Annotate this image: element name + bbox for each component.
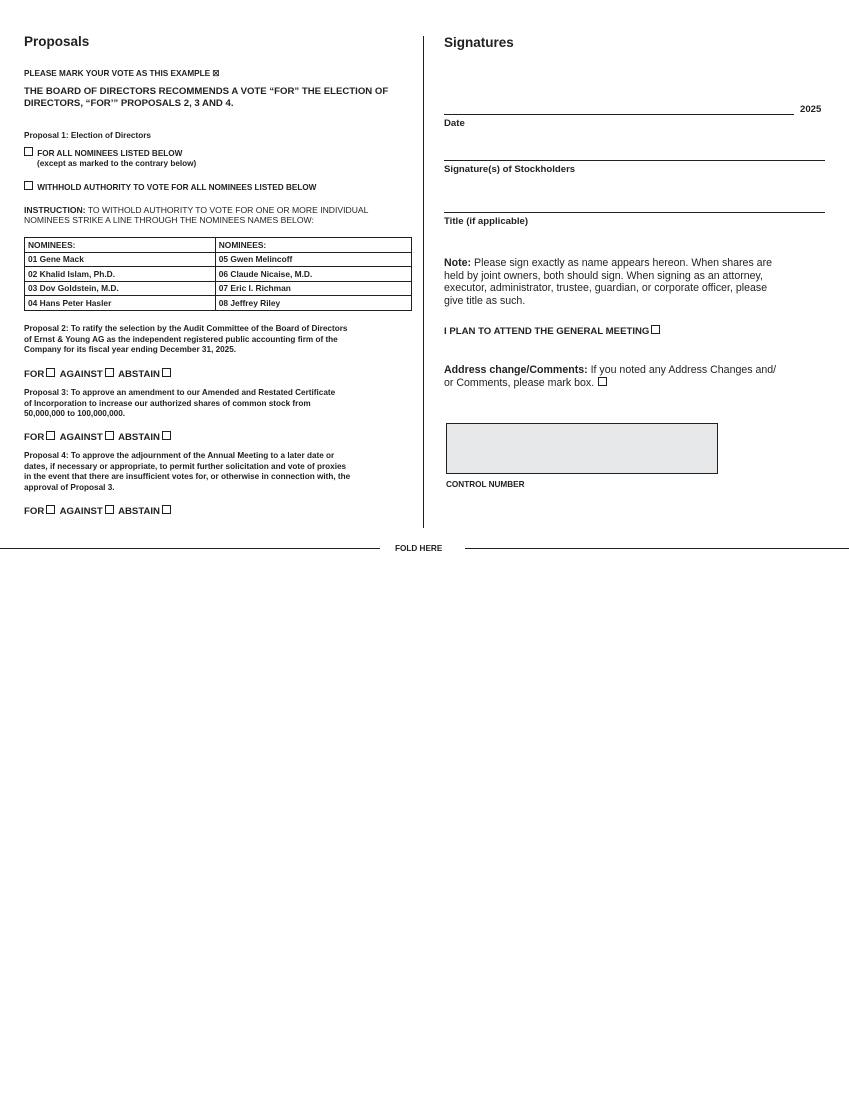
- board-line-2: DIRECTORS, “FOR’” PROPOSALS 2, 3 AND 4.: [24, 98, 234, 109]
- instruction-label: INSTRUCTION:: [24, 205, 86, 215]
- vote-for-checkbox[interactable]: [46, 368, 55, 377]
- proposal-4-line: approval of Proposal 3.: [24, 482, 115, 492]
- for-all-label: FOR ALL NOMINEES LISTED BELOW: [37, 149, 183, 158]
- mark-example: [24, 68, 220, 78]
- mark-example-text: PLEASE MARK YOUR VOTE AS THIS EXAMPLE: [24, 69, 211, 78]
- nominee-cell: 08 Jeffrey Riley: [215, 296, 411, 311]
- control-number-box: [446, 423, 718, 474]
- nominees-table: [24, 237, 412, 311]
- vote-against-label: AGAINST: [59, 506, 103, 517]
- address-label: Address change/Comments:: [444, 364, 588, 376]
- marked-box-icon: ☒: [212, 69, 220, 78]
- note-line: Please sign exactly as name appears hereon. When shares are: [471, 257, 772, 269]
- attend-meeting: [444, 325, 662, 338]
- instruction-text-2: NOMINEES STRIKE A LINE THROUGH THE NOMINEES NAMES BELOW:: [24, 215, 314, 225]
- for-all-checkbox[interactable]: [24, 147, 33, 156]
- proposal-3-vote: [24, 431, 173, 444]
- vote-abstain-checkbox[interactable]: [162, 431, 171, 440]
- nominee-cell: 03 Dov Goldstein, M.D.: [25, 281, 216, 296]
- vote-for-label: FOR: [24, 369, 45, 380]
- withhold-option[interactable]: [24, 181, 316, 192]
- date-label: Date: [444, 118, 465, 129]
- title-line[interactable]: [444, 212, 825, 213]
- signature-line[interactable]: [444, 160, 825, 161]
- for-all-sublabel: (except as marked to the contrary below): [37, 159, 197, 168]
- title-label: Title (if applicable): [444, 216, 529, 227]
- proposal-4: [24, 451, 350, 493]
- vote-abstain-checkbox[interactable]: [162, 368, 171, 377]
- table-row: [25, 267, 412, 282]
- proposal-2-line: Company for its fiscal year ending December 31, 2025.: [24, 345, 237, 354]
- vote-for-checkbox[interactable]: [46, 505, 55, 514]
- proposal-2-vote: [24, 368, 173, 381]
- fold-line-right: [465, 548, 849, 549]
- note-line: give title as such.: [444, 294, 526, 307]
- vote-abstain-label: ABSTAIN: [118, 432, 160, 443]
- board-recommendation: [24, 86, 388, 110]
- vote-against-checkbox[interactable]: [105, 505, 114, 514]
- address-text: If you noted any Address Changes and/: [587, 364, 777, 376]
- attend-label: I PLAN TO ATTEND THE GENERAL MEETING: [444, 326, 650, 337]
- note-line: executor, administrator, trustee, guardian, or corporate officer, please: [444, 282, 768, 294]
- proposal-4-vote: [24, 505, 173, 518]
- proposals-title: Proposals: [24, 34, 90, 49]
- signature-label: Signature(s) of Stockholders: [444, 164, 576, 175]
- proposal-3: [24, 388, 335, 420]
- address-change: [444, 364, 776, 389]
- table-row: [25, 296, 412, 311]
- fold-here-label: FOLD HERE: [395, 544, 443, 553]
- vote-against-checkbox[interactable]: [105, 431, 114, 440]
- vote-abstain-label: ABSTAIN: [118, 506, 160, 517]
- table-row: [25, 238, 412, 253]
- nominee-cell: 05 Gwen Melincoff: [215, 252, 411, 267]
- for-all-option[interactable]: [24, 147, 196, 169]
- year-label: 2025: [800, 104, 822, 115]
- table-row: [25, 252, 412, 267]
- column-divider: [423, 36, 424, 528]
- withhold-label: WITHHOLD AUTHORITY TO VOTE FOR ALL NOMINEES LISTED BELOW: [37, 183, 317, 192]
- nominees-header: NOMINEES:: [215, 238, 411, 253]
- attend-checkbox[interactable]: [651, 325, 660, 334]
- vote-abstain-checkbox[interactable]: [162, 505, 171, 514]
- instruction: [24, 205, 368, 225]
- nominee-cell: 04 Hans Peter Hasler: [25, 296, 216, 311]
- proposal-2: [24, 324, 347, 356]
- fold-line-left: [0, 548, 380, 549]
- proposal-3-line: Proposal 3: To approve an amendment to our Amended and Restated Certificate: [24, 388, 336, 397]
- nominee-cell: 01 Gene Mack: [25, 252, 216, 267]
- note-label: Note:: [444, 257, 472, 269]
- instruction-text-1: TO WITHOLD AUTHORITY TO VOTE FOR ONE OR MORE INDIVIDUAL: [85, 205, 369, 215]
- table-row: [25, 281, 412, 296]
- signatures-title: Signatures: [444, 35, 514, 50]
- nominees-header: NOMINEES:: [25, 238, 216, 253]
- address-change-checkbox[interactable]: [598, 377, 607, 386]
- proposal-2-line: of Ernst & Young AG as the independent registered public accounting firm of the: [24, 334, 338, 344]
- proposal-3-line: 50,000,000 to 100,000,000.: [24, 409, 126, 418]
- proposal-1-title: Proposal 1: Election of Directors: [24, 131, 151, 140]
- proposal-3-line: of Incorporation to increase our authorized shares of common stock from: [24, 398, 311, 408]
- withhold-checkbox[interactable]: [24, 181, 33, 190]
- address-text: or Comments, please mark box.: [444, 376, 595, 389]
- vote-for-checkbox[interactable]: [46, 431, 55, 440]
- nominee-cell: 07 Eric I. Richman: [215, 281, 411, 296]
- note-line: held by joint owners, both should sign. When signing as an attorney,: [444, 269, 763, 282]
- vote-for-label: FOR: [24, 506, 45, 517]
- board-line-1: THE BOARD OF DIRECTORS RECOMMENDS A VOTE “FOR” THE ELECTION OF: [24, 86, 389, 97]
- proposal-2-line: Proposal 2: To ratify the selection by the Audit Committee of the Board of Directors: [24, 324, 348, 333]
- signing-note: [444, 257, 772, 307]
- control-number-label: CONTROL NUMBER: [446, 480, 525, 489]
- vote-abstain-label: ABSTAIN: [118, 369, 160, 380]
- vote-for-label: FOR: [24, 432, 45, 443]
- nominee-cell: 06 Claude Nicaise, M.D.: [215, 267, 411, 282]
- proposal-4-line: in the event that there are insufficient votes for, or otherwise in connection with, the: [24, 472, 351, 481]
- vote-against-label: AGAINST: [59, 432, 103, 443]
- proposal-4-line: dates, if necessary or appropriate, to permit further solicitation and vote of proxies: [24, 461, 347, 471]
- proposal-4-line: Proposal 4: To approve the adjournment of the Annual Meeting to a later date or: [24, 451, 335, 460]
- nominee-cell: 02 Khalid Islam, Ph.D.: [25, 267, 216, 282]
- vote-against-label: AGAINST: [59, 369, 103, 380]
- vote-against-checkbox[interactable]: [105, 368, 114, 377]
- date-line[interactable]: [444, 114, 794, 115]
